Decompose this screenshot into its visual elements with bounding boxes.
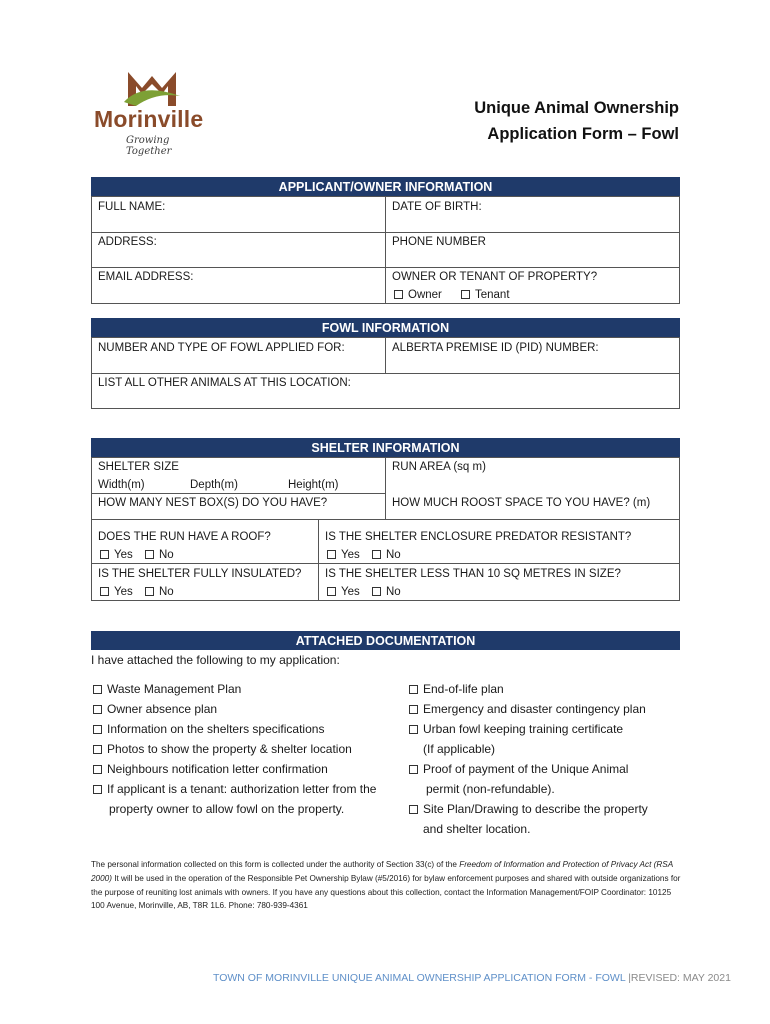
no-label: No [158, 549, 174, 561]
doc-item-label: Proof of payment of the Unique Animal [423, 762, 629, 776]
yes-label: Yes [341, 586, 360, 598]
predator-yes-checkbox[interactable] [327, 550, 336, 559]
doc-item-absence-plan[interactable] [93, 702, 217, 716]
doc-item-payment-proof[interactable] [409, 762, 628, 776]
doc-item-label: Photos to show the property & shelter location [107, 742, 352, 756]
yes-label: Yes [114, 549, 133, 561]
size-limit-no-checkbox[interactable] [372, 587, 381, 596]
applicant-section-header: APPLICANT/OWNER INFORMATION [91, 177, 680, 196]
doc-item-photos[interactable] [93, 742, 352, 756]
fowl-section-header: FOWL INFORMATION [91, 318, 680, 337]
doc-item-training-cert[interactable] [409, 722, 623, 736]
nest-boxes-field[interactable]: HOW MANY NEST BOX(S) DO YOU HAVE? [98, 497, 328, 509]
other-animals-field[interactable]: LIST ALL OTHER ANIMALS AT THIS LOCATION: [98, 377, 351, 389]
site-plan-checkbox[interactable] [409, 805, 418, 814]
predator-no-checkbox[interactable] [372, 550, 381, 559]
doc-item-continuation: property owner to allow fowl on the property. [109, 802, 345, 816]
waste-plan-checkbox[interactable] [93, 685, 102, 694]
privacy-text-1: The personal information collected on this form is collected under the authority of Section 33(c) of the [91, 860, 460, 869]
predator-resistant-question: IS THE SHELTER ENCLOSURE PREDATOR RESISTANT? [325, 531, 632, 543]
date-of-birth-field[interactable]: DATE OF BIRTH: [392, 201, 482, 213]
full-name-field[interactable]: FULL NAME: [98, 201, 166, 213]
doc-item-label: End-of-life plan [423, 682, 504, 696]
doc-item-label: Waste Management Plan [107, 682, 242, 696]
doc-item-emergency-plan[interactable] [409, 702, 646, 716]
logo-wordmark: Morinville [94, 106, 204, 132]
fowl-number-type-field[interactable]: NUMBER AND TYPE OF FOWL APPLIED FOR: [98, 342, 345, 354]
no-label: No [385, 549, 401, 561]
tenant-authorization-checkbox[interactable] [93, 785, 102, 794]
logo-tagline: Growing Together [126, 135, 172, 157]
doc-item-site-plan[interactable] [409, 802, 648, 816]
yes-label: Yes [341, 549, 360, 561]
run-roof-question: DOES THE RUN HAVE A ROOF? [98, 531, 271, 543]
title-line-1: Unique Animal Ownership [474, 99, 679, 117]
email-address-field[interactable]: EMAIL ADDRESS: [98, 271, 194, 283]
owner-option[interactable] [394, 288, 442, 302]
no-label: No [385, 586, 401, 598]
size-limit-yes-checkbox[interactable] [327, 587, 336, 596]
documentation-section-header: ATTACHED DOCUMENTATION [91, 631, 680, 650]
doc-item-label: Neighbours notification letter confirmation [107, 762, 328, 776]
training-cert-checkbox[interactable] [409, 725, 418, 734]
run-roof-yes-checkbox[interactable] [100, 550, 109, 559]
doc-item-shelter-specs[interactable] [93, 722, 324, 736]
shelter-info-box [91, 457, 680, 601]
no-label: No [158, 586, 174, 598]
doc-item-label: Emergency and disaster contingency plan [423, 702, 646, 716]
shelter-specs-checkbox[interactable] [93, 725, 102, 734]
doc-item-label: Owner absence plan [107, 702, 218, 716]
morinville-logo [88, 62, 213, 157]
absence-plan-checkbox[interactable] [93, 705, 102, 714]
doc-item-continuation: permit (non-refundable). [426, 782, 555, 796]
footer-title: TOWN OF MORINVILLE UNIQUE ANIMAL OWNERSHIP APPLICATION FORM - FOWL [213, 972, 626, 984]
width-field[interactable]: Width(m) [98, 479, 145, 491]
premise-id-field[interactable]: ALBERTA PREMISE ID (PID) NUMBER: [392, 342, 599, 354]
owner-checkbox[interactable] [394, 290, 403, 299]
payment-proof-checkbox[interactable] [409, 765, 418, 774]
insulated-yes-checkbox[interactable] [100, 587, 109, 596]
photos-checkbox[interactable] [93, 745, 102, 754]
title-line-2: Application Form – Fowl [487, 125, 679, 143]
doc-item-label: Urban fowl keeping training certificate [423, 722, 624, 736]
size-limit-options [327, 585, 401, 599]
insulated-no-checkbox[interactable] [145, 587, 154, 596]
height-field[interactable]: Height(m) [288, 479, 339, 491]
applicant-info-box [91, 196, 680, 304]
page-title [474, 95, 679, 147]
predator-options [327, 548, 401, 562]
shelter-section-header: SHELTER INFORMATION [91, 438, 680, 457]
yes-label: Yes [114, 586, 133, 598]
tenant-checkbox[interactable] [461, 290, 470, 299]
doc-item-continuation: and shelter location. [423, 822, 531, 836]
owner-tenant-question: OWNER OR TENANT OF PROPERTY? [392, 271, 598, 283]
doc-item-label: Site Plan/Drawing to describe the property [423, 802, 648, 816]
end-of-life-checkbox[interactable] [409, 685, 418, 694]
doc-item-label: If applicant is a tenant: authorization letter from the [107, 782, 377, 796]
doc-item-end-of-life[interactable] [409, 682, 504, 696]
documentation-intro: I have attached the following to my application: [91, 653, 340, 667]
privacy-notice [91, 858, 681, 913]
doc-item-tenant-authorization[interactable] [93, 782, 376, 796]
run-area-field[interactable]: RUN AREA (sq m) [392, 461, 486, 473]
address-field[interactable]: ADDRESS: [98, 236, 157, 248]
emergency-plan-checkbox[interactable] [409, 705, 418, 714]
doc-item-label: Information on the shelters specifications [107, 722, 325, 736]
fowl-info-box [91, 337, 680, 409]
phone-number-field[interactable]: PHONE NUMBER [392, 236, 486, 248]
owner-label: Owner [408, 289, 442, 301]
tenant-option[interactable] [461, 288, 510, 302]
roost-space-field[interactable]: HOW MUCH ROOST SPACE TO YOU HAVE? (m) [392, 497, 651, 509]
privacy-act-name: Freedom of Information and Protection of Privacy Act (RSA 2000) [91, 860, 673, 883]
size-limit-question: IS THE SHELTER LESS THAN 10 SQ METRES IN SIZE? [325, 568, 621, 580]
neighbours-checkbox[interactable] [93, 765, 102, 774]
footer-revised: |REVISED: MAY 2021 [628, 972, 731, 984]
insulated-options [100, 585, 174, 599]
insulated-question: IS THE SHELTER FULLY INSULATED? [98, 568, 302, 580]
privacy-text-2: It will be used in the operation of the Responsible Pet Ownership Bylaw (#5/2016) for bylaw enforcement purposes and shared with outside organizations for the purpose of reuniting lost animals with owners. If you have any questions about this collection, contact the Information Management/FOIP Coordinator: 10125 100 Avenue, Morinville, AB, T8R 1L6. Phone: 780-939-4361 [91, 873, 681, 911]
page-footer [213, 972, 731, 984]
doc-item-continuation: (If applicable) [423, 742, 496, 756]
run-roof-options [100, 548, 174, 562]
tenant-label: Tenant [475, 289, 510, 301]
run-roof-no-checkbox[interactable] [145, 550, 154, 559]
shelter-size-label: SHELTER SIZE [98, 461, 179, 473]
depth-field[interactable]: Depth(m) [190, 479, 238, 491]
morinville-emblem-icon [122, 66, 182, 108]
doc-item-neighbours[interactable] [93, 762, 328, 776]
doc-item-waste-plan[interactable] [93, 682, 241, 696]
